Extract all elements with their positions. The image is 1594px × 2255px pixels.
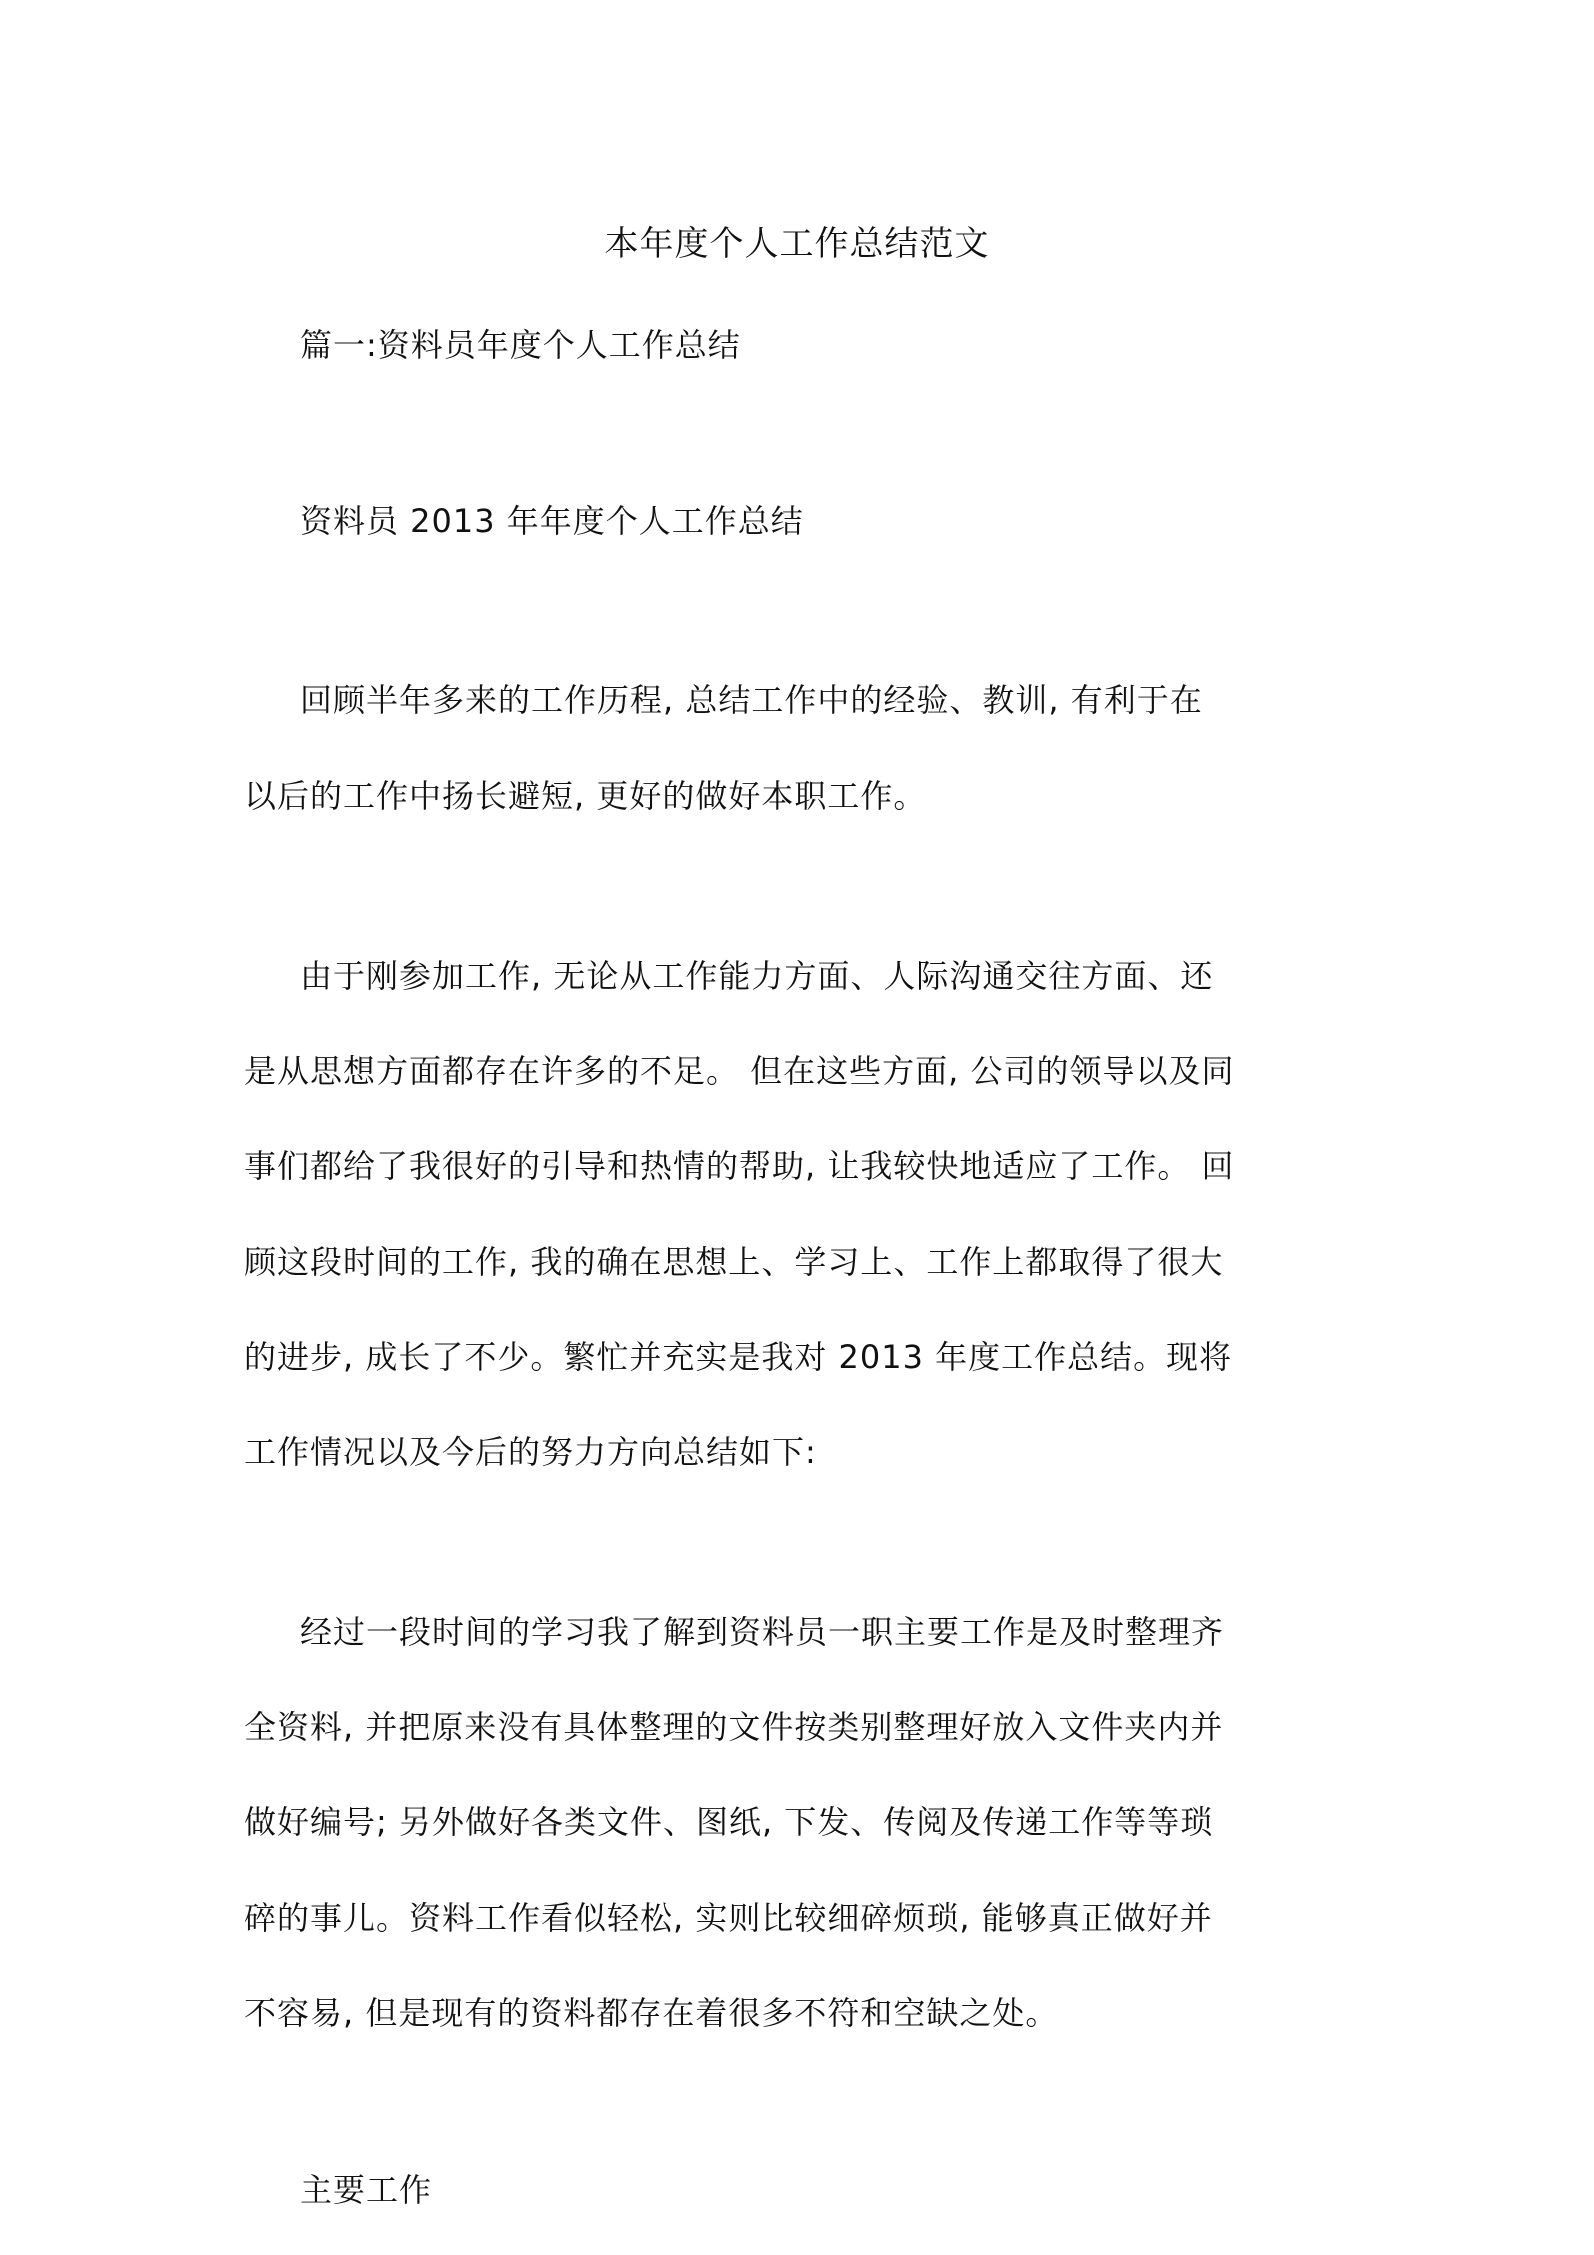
paragraph-line: 碎的事儿。资料工作看似轻松, 实则比较细碎烦琐, 能够真正做好并 [244, 1899, 1213, 1937]
paragraph-line: 事们都给了我很好的引导和热情的帮助, 让我较快地适应了工作。 回 [244, 1147, 1235, 1185]
paragraph-line: 顾这段时间的工作, 我的确在思想上、学习上、工作上都取得了很大 [244, 1243, 1224, 1281]
paragraph-line: 不容易, 但是现有的资料都存在着很多不符和空缺之处。 [244, 1994, 1059, 2032]
paragraph-line: 以后的工作中扬长避短, 更好的做好本职工作。 [244, 777, 927, 815]
paragraph-line: 做好编号; 另外做好各类文件、图纸, 下发、传阅及传递工作等等琐 [244, 1803, 1214, 1841]
paragraph-line: 是从思想方面都存在许多的不足。 但在这些方面, 公司的领导以及同 [244, 1052, 1235, 1090]
paragraph-line: 由于刚参加工作, 无论从工作能力方面、人际沟通交往方面、还 [300, 957, 1214, 995]
final-heading: 主要工作 [300, 2171, 433, 2209]
paragraph-line: 回顾半年多来的工作历程, 总结工作中的经验、教训, 有利于在 [300, 681, 1203, 719]
paragraph-line: 工作情况以及今后的努力方向总结如下: [244, 1433, 817, 1471]
paragraph-line: 全资料, 并把原来没有具体整理的文件按类别整理好放入文件夹内并 [244, 1708, 1224, 1746]
paragraph-line: 的进步, 成长了不少。繁忙并充实是我对 2013 年度工作总结。现将 [244, 1338, 1233, 1376]
subheading: 资料员 2013 年年度个人工作总结 [300, 502, 804, 540]
section-heading: 篇一:资料员年度个人工作总结 [300, 326, 741, 364]
paragraph-line: 经过一段时间的学习我了解到资料员一职主要工作是及时整理齐 [300, 1613, 1225, 1651]
document-title: 本年度个人工作总结范文 [604, 224, 990, 264]
